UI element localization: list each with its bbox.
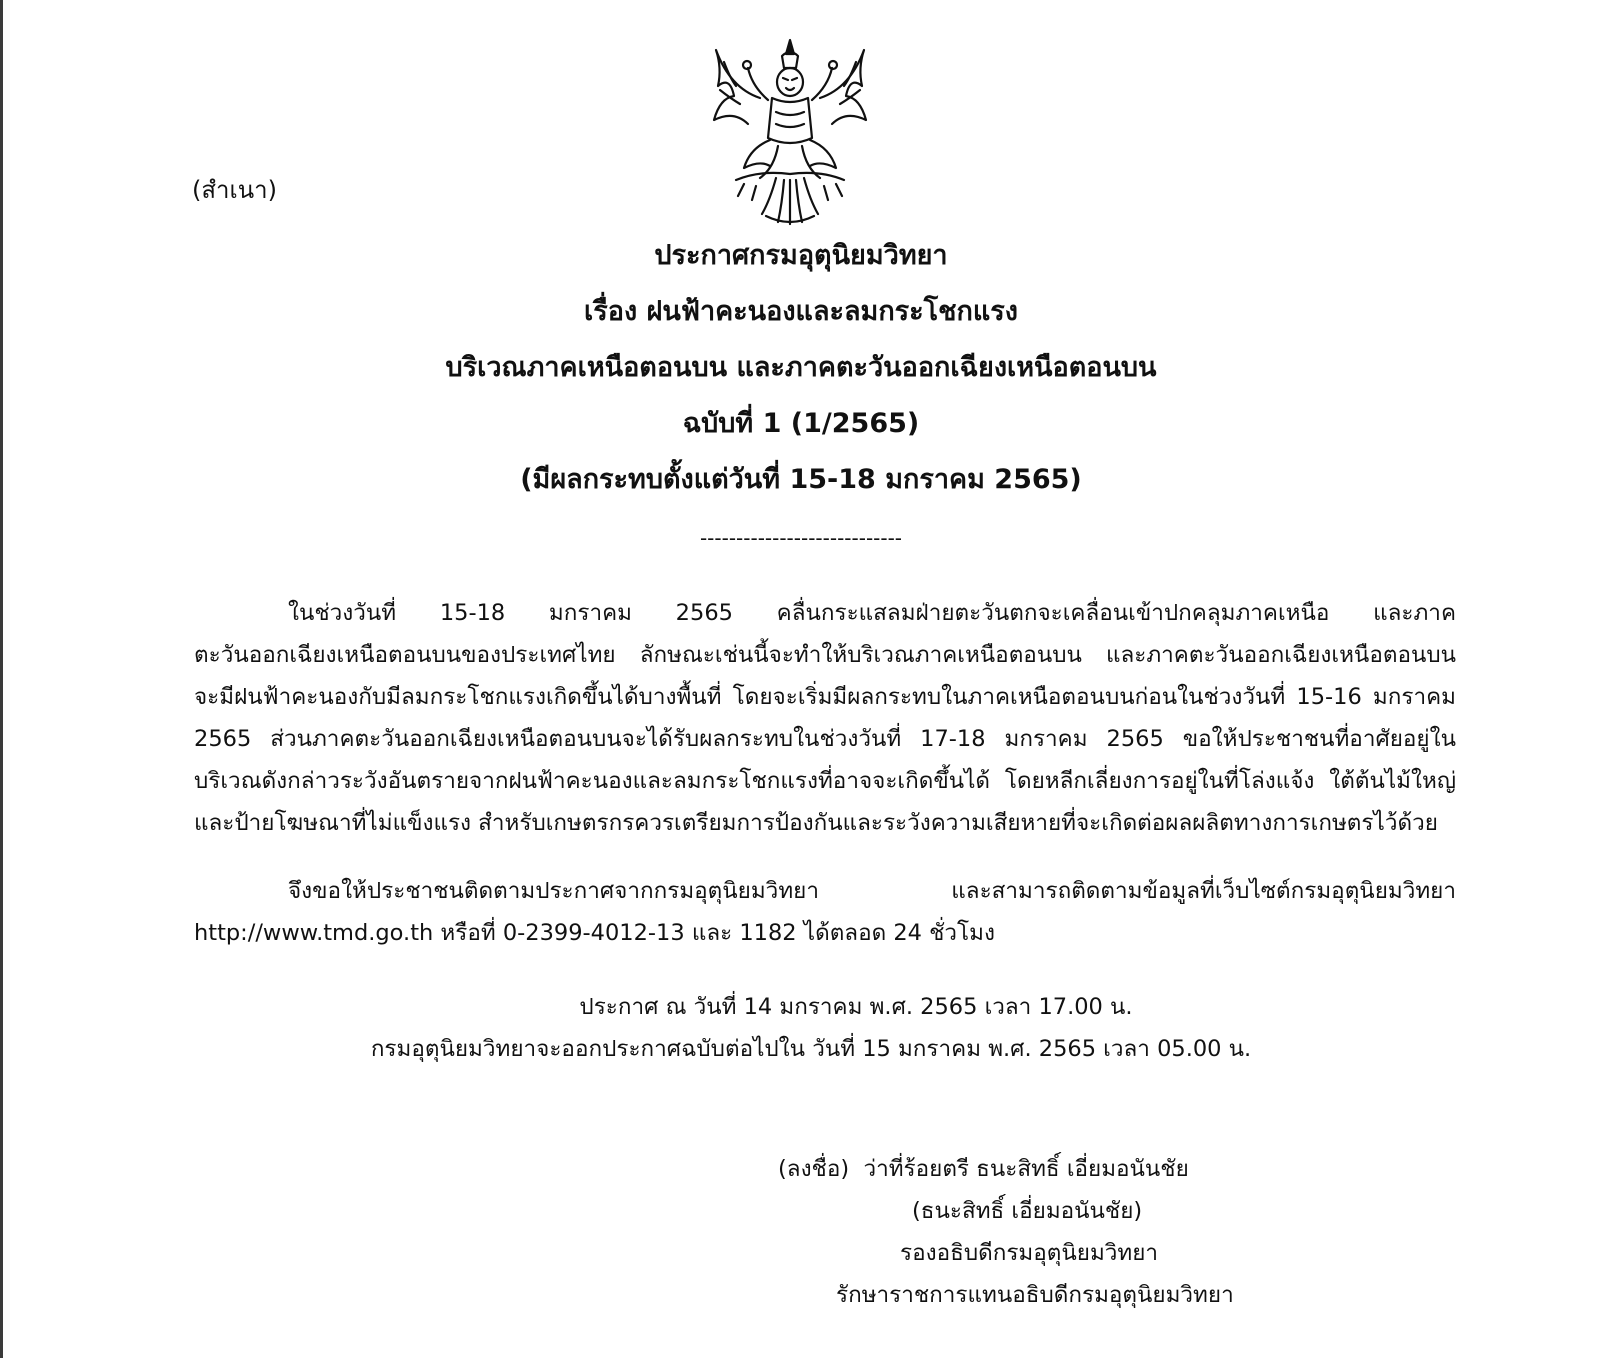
body-line: 2565 ส่วนภาคตะวันออกเฉียงเหนือตอนบนจะได้รับผลกระทบในช่วงวันที่ 17-18 มกราคม 2565 ขอให้ประชาชนที่อาศัยอยู่ใน [194, 726, 1456, 752]
page-left-border [0, 0, 3, 1358]
body-line: จึงขอให้ประชาชนติดตามประกาศจากกรมอุตุนิยมวิทยา และสามารถติดตามข้อมูลที่เว็บไซต์กรมอุตุนิยมวิทยา [288, 878, 1456, 904]
signed-label: (ลงชื่อ) [778, 1156, 850, 1182]
body-line: บริเวณดังกล่าวระวังอันตรายจากฝนฟ้าคะนองและลมกระโชกแรงที่อาจจะเกิดขึ้นได้ โดยหลีกเลี่ยงการอยู่ในที่โล่งแจ้ง ใต้ต้นไม้ใหญ่ [194, 768, 1456, 794]
signer-acting-position: รักษาราชการแทนอธิบดีกรมอุตุนิยมวิทยา [836, 1282, 1234, 1308]
body-line: และป้ายโฆษณาที่ไม่แข็งแรง สำหรับเกษตรกรควรเตรียมการป้องกันและระวังความเสียหายที่จะเกิดต่อผลผลิตทางการเกษตรไว้ด้วย [194, 810, 1438, 836]
body-line: ตะวันออกเฉียงเหนือตอนบนของประเทศไทย ลักษณะเช่นนี้จะทำให้บริเวณภาคเหนือตอนบน และภาคตะวันออกเฉียงเหนือตอนบน [194, 642, 1456, 668]
announcement-title: ประกาศกรมอุตุนิยมวิทยา [654, 240, 948, 271]
announcement-area: บริเวณภาคเหนือตอนบน และภาคตะวันออกเฉียงเหนือตอนบน [445, 352, 1157, 383]
announcement-heading [0, 228, 1602, 508]
body-paragraph-2 [194, 870, 1456, 954]
body-line: ในช่วงวันที่ 15-18 มกราคม 2565 คลื่นกระแสลมฝ่ายตะวันตกจะเคลื่อนเข้าปกคลุมภาคเหนือ และภาค [288, 600, 1456, 626]
printed-name: (ธนะสิทธิ์ เอี่ยมอนันชัย) [912, 1198, 1143, 1224]
body-line: http://www.tmd.go.th หรือที่ 0-2399-4012-13 และ 1182 ได้ตลอด 24 ชั่วโมง [194, 920, 995, 946]
heading-divider: ---------------------------- [699, 526, 903, 550]
signed-name: ว่าที่ร้อยตรี ธนะสิทธิ์ เอี่ยมอนันชัย [863, 1156, 1189, 1182]
garuda-emblem [700, 28, 880, 228]
body-paragraph-1 [194, 592, 1456, 844]
announcement-subject: เรื่อง ฝนฟ้าคะนองและลมกระโชกแรง [584, 296, 1018, 327]
signature-line [778, 1150, 1189, 1186]
announced-date: ประกาศ ณ วันที่ 14 มกราคม พ.ศ. 2565 เวลา 17.00 น. [579, 994, 1133, 1020]
body-line: จะมีฝนฟ้าคะนองกับมีลมกระโชกแรงเกิดขึ้นได้บางพื้นที่ โดยจะเริ่มมีผลกระทบในภาคเหนือตอนบนก่อนในช่วงวันที่ 15-16 มกราคม [194, 684, 1456, 710]
signer-position: รองอธิบดีกรมอุตุนิยมวิทยา [900, 1240, 1159, 1266]
next-issue-notice: กรมอุตุนิยมวิทยาจะออกประกาศฉบับต่อไปใน วันที่ 15 มกราคม พ.ศ. 2565 เวลา 05.00 น. [370, 1036, 1252, 1062]
copy-mark: (สำเนา) [192, 176, 277, 204]
announcement-issue: ฉบับที่ 1 (1/2565) [682, 408, 920, 439]
announcement-effective-dates: (มีผลกระทบตั้งแต่วันที่ 15-18 มกราคม 2565) [520, 464, 1082, 495]
